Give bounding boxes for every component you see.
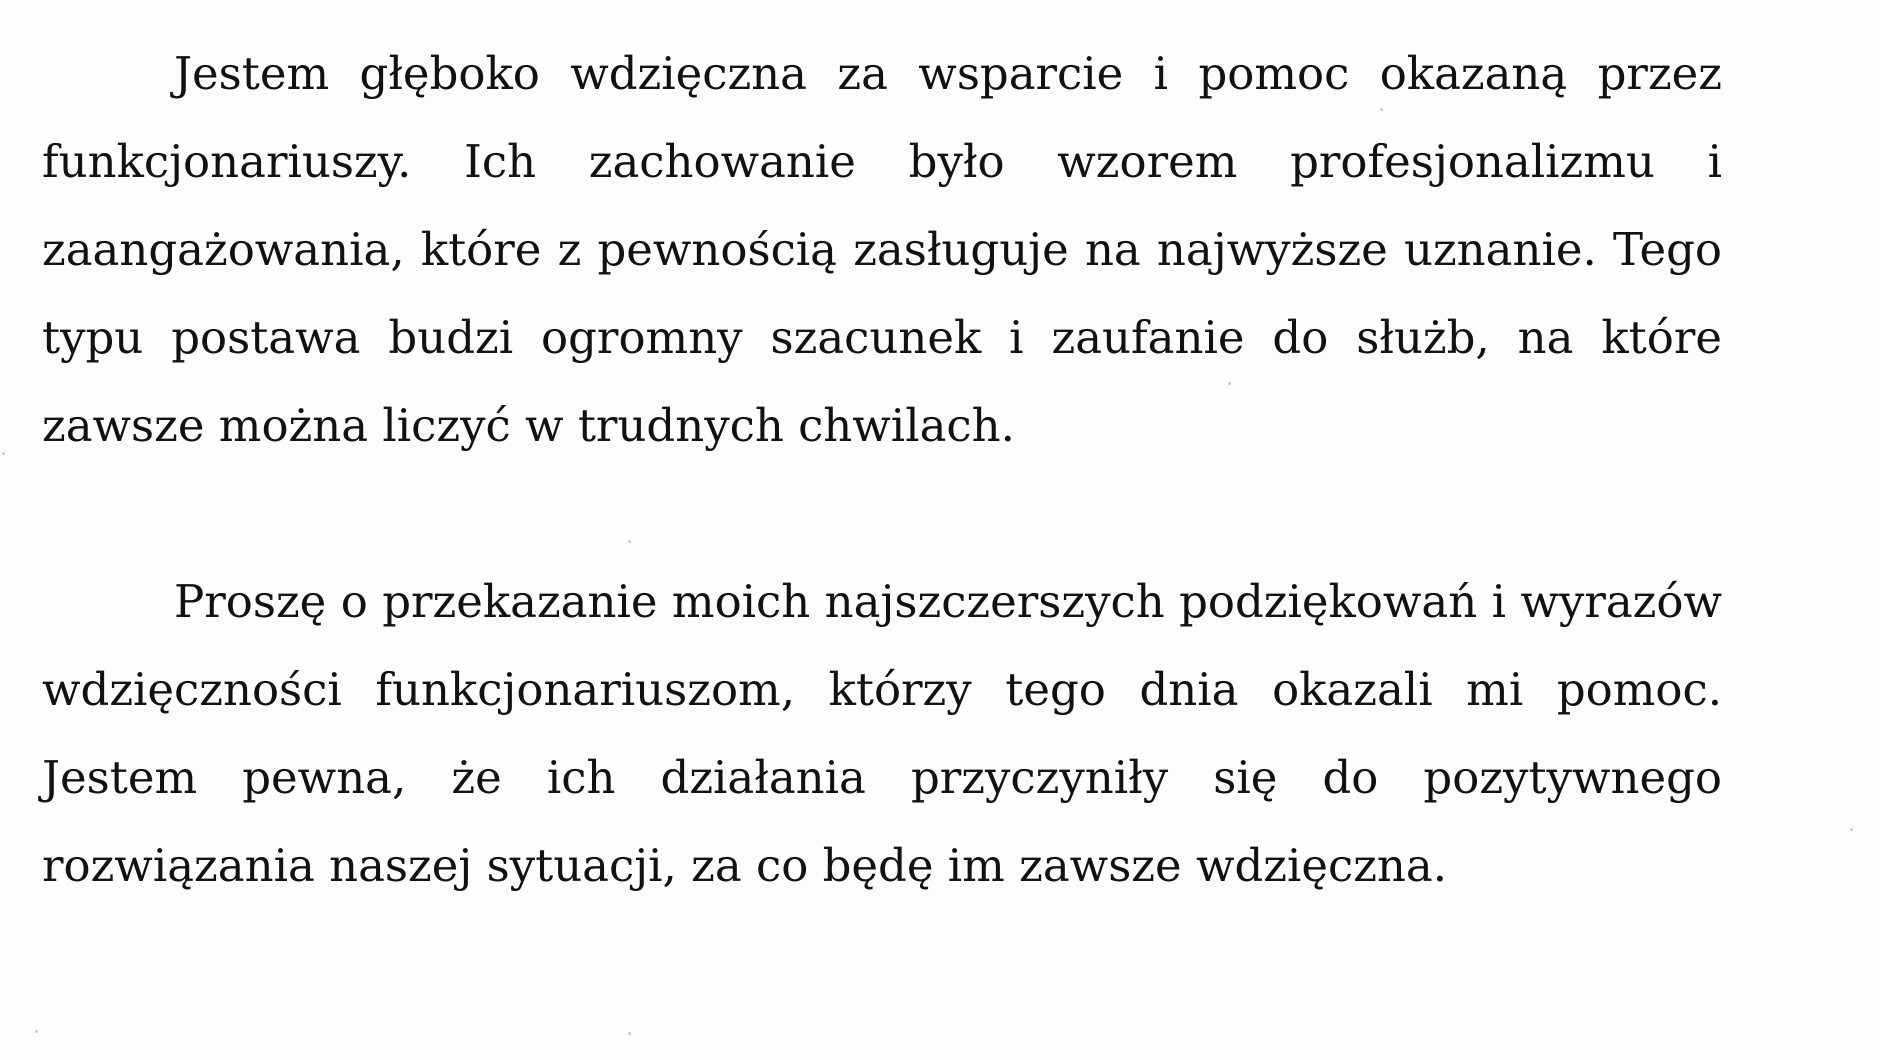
scan-speck xyxy=(628,1032,631,1035)
paragraph-request-thanks: Proszę o przekazanie moich najszczerszych podziękowań i wyrazów wdzięczności funkcjonariuszom, którzy tego dnia okazali mi pomoc. Jestem pewna, że ich działania przyczyniły się do pozytywnego rozwiązania naszej sytuacji, za co będę im zawsze wdzięczna. xyxy=(42,575,1722,892)
scan-speck xyxy=(35,1030,38,1033)
scan-speck xyxy=(1380,108,1383,111)
scan-speck xyxy=(1228,382,1231,385)
scan-speck xyxy=(2,452,5,455)
paragraph-gratitude: Jestem głęboko wdzięczna za wsparcie i pomoc okazaną przez funkcjonariuszy. Ich zachowanie było wzorem profesjonalizmu i zaangażowania, które z pewnością zasługuje na najwyższe uznanie. Tego typu postawa budzi ogromny szacunek i zaufanie do służb, na które zawsze można liczyć w trudnych chwilach. xyxy=(42,47,1722,452)
scan-speck xyxy=(1850,828,1853,831)
scan-speck xyxy=(628,540,631,543)
letter-body xyxy=(42,30,1722,910)
